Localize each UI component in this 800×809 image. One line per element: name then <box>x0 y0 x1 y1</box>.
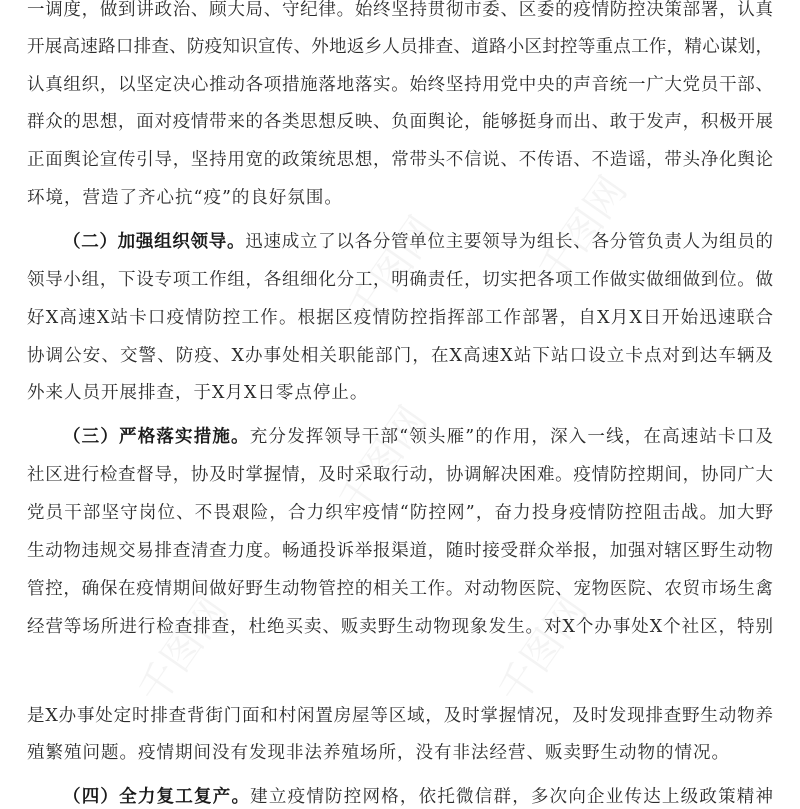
text-line: 外来人员开展排查，于X月X日零点停止。 <box>27 383 369 403</box>
text-line: 开展高速路口排查、防疫知识宣传、外地返乡人员排查、道路小区封控等重点工作，精心谋划， <box>27 37 773 57</box>
text-line: 党员干部坚守岗位、不畏艰险，合力织牢疫情“防控网”，奋力投身疫情防控阻击战。加大野 <box>27 503 773 523</box>
text-line: 管控，确保在疫情期间做好野生动物管控的相关工作。对动物医院、宠物医院、农贸市场生禽 <box>27 579 773 599</box>
watermark: 千图网 <box>529 168 637 293</box>
text-line: 环境，营造了齐心抗“疫”的良好氛围。 <box>27 188 343 208</box>
text-line: 认真组织，以坚定决心推动各项措施落地落实。始终坚持用党中央的声音统一广大党员干部、 <box>27 75 773 95</box>
text-line: 正面舆论宣传引导，坚持用宽的政策统思想，常带头不信说、不传语、不造谣，带头净化舆论 <box>27 150 773 170</box>
text-line: 生动物违规交易排查清查力度。畅通投诉举报渠道，随时接受群众举报，加强对辖区野生动物 <box>27 541 773 561</box>
text-line: 一调度，做到讲政治、顾大局、守纪律。始终坚持贯彻市委、区委的疫情防控决策部署，认真 <box>27 0 773 20</box>
section-heading: （三）严格落实措施。 <box>63 427 250 447</box>
text-line: 领导小组，下设专项工作组，各组细化分工，明确责任，切实把各项工作做实做细做到位。做 <box>27 270 773 290</box>
section-heading: （四）全力复工复产。 <box>63 787 251 807</box>
text-line: 群众的思想，面对疫情带来的各类思想反映、负面舆论，能够挺身而出、敢于发声，积极开展 <box>27 112 773 132</box>
paragraph-first-line <box>63 785 773 809</box>
watermark: 千图网 <box>329 398 437 523</box>
section-heading: （二）加强组织领导。 <box>63 232 246 252</box>
paragraph-first-line <box>63 425 773 449</box>
text-span: 建立疫情防控网格，依托微信群，多次向企业传达上级政策精神 <box>250 787 774 807</box>
text-line: 协调公安、交警、防疫、X办事处相关职能部门，在X高速X站下站口设立卡点对到达车辆及 <box>27 346 773 366</box>
watermark: 千图网 <box>339 208 447 333</box>
paragraph-first-line <box>63 230 773 254</box>
text-span: 迅速成立了以各分管单位主要领导为组长、各分管负责人为组员的 <box>245 232 774 252</box>
watermark: 千图网 <box>129 588 237 713</box>
text-line: 是X办事处定时排查背街门面和村闲置房屋等区域，及时掌握情况，及时发现排查野生动物养 <box>27 706 773 726</box>
text-line: 殖繁殖问题。疫情期间没有发现非法养殖场所，没有非法经营、贩卖野生动物的情况。 <box>27 743 730 763</box>
text-span: 充分发挥领导干部“领头雁”的作用，深入一线，在高速站卡口及 <box>249 427 773 447</box>
text-line: 社区进行检查督导，协及时掌握情，及时采取行动，协调解决困难。疫情防控期间，协同广大 <box>27 465 773 485</box>
watermark: 千图网 <box>489 588 597 713</box>
text-line: 好X高速X站卡口疫情防控工作。根据区疫情防控指挥部工作部署，自X月X日开始迅速联合 <box>27 308 773 328</box>
text-line: 经营等场所进行检查排查，杜绝买卖、贩卖野生动物现象发生。对X个办事处X个社区，特别 <box>27 617 773 637</box>
